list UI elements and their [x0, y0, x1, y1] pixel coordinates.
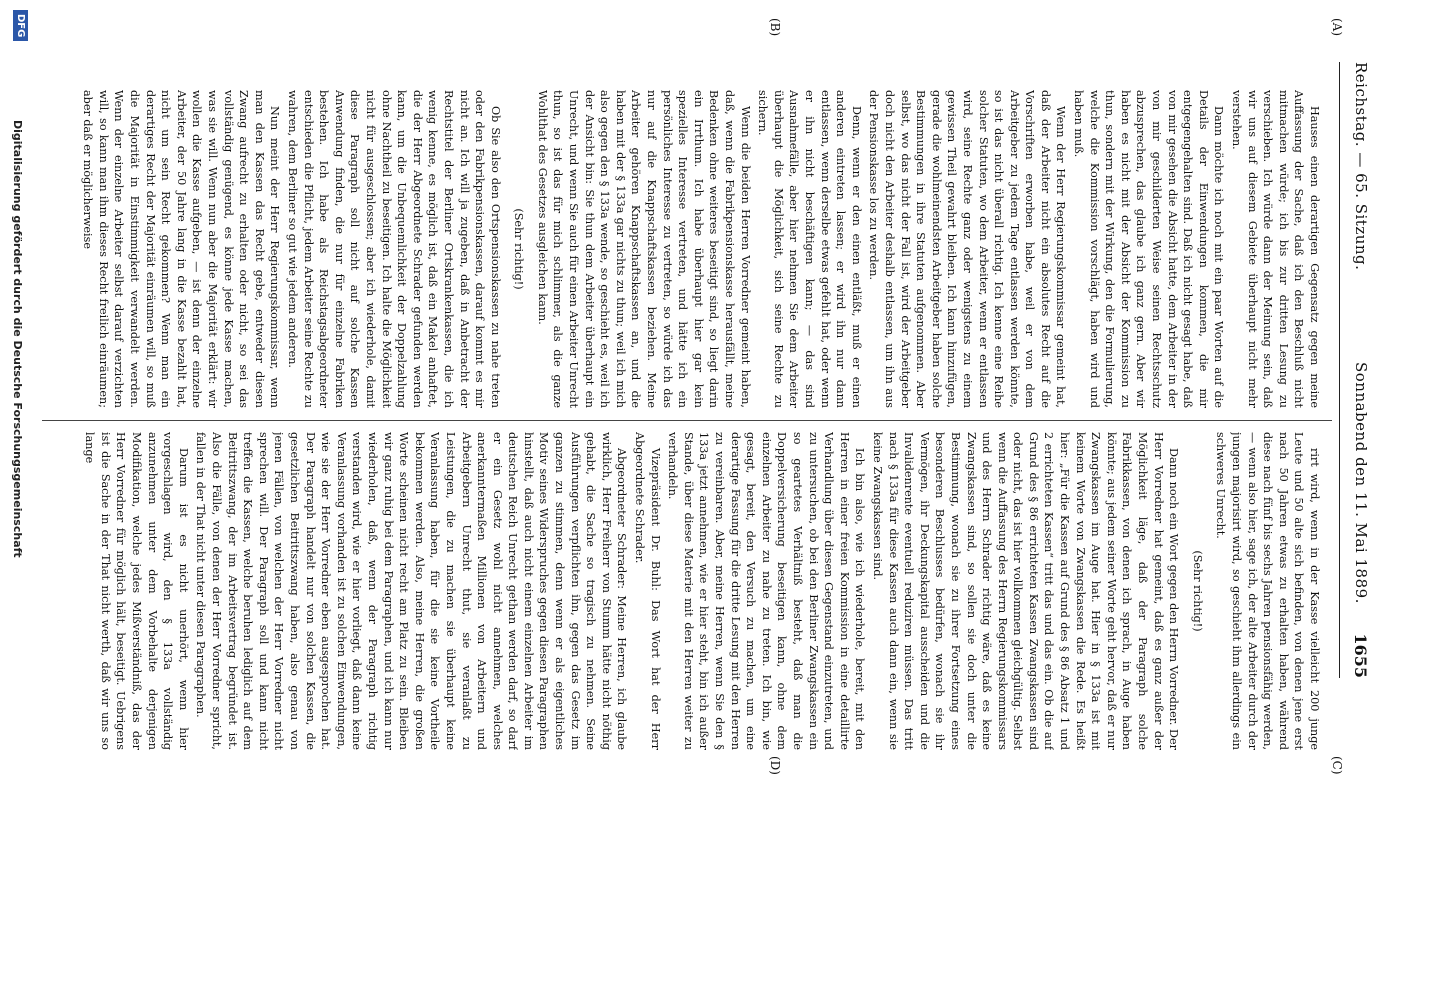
paragraph: Dann möchte ich noch mit ein paar Worten auf die Details der Einwendungen kommen, die mir entgegengehalten sind. Daß ich nicht gesagt habe, daß von mir gesehen die Absicht hatte, dem Arbeiter in der von mir geschilderten Weise seinen Rechtsschutz abzusprechen, das glaube ich ganz gern. Aber wir haben es nicht mit der Absicht der Kommission zu thun, sondern mit der Wirkung, den die Formulierung, welche die Kommission vorschlägt, haben wird und haben muß. [1072, 90, 1226, 408]
header-rule [1339, 62, 1340, 678]
paragraph: Ob Sie also den Ortspensionskassen zu nahe treten oder den Fabrikpensionskassen, darauf kommt es mir nicht an. Ich will ja zugeben, daß in Anbetracht der Rechtstitel der Berliner Ortskrankenkassen, die ich wenig kenne, es möglich ist, daß ein Makel anhaftet, die der Herr Abgeordnete Schrader gefunden werden kann, um die Unbequemlichkeit der Doppelzahlung ohne Nachtheil zu beseitigen. Ich halte die Möglichkeit nicht für ausgeschlossen; aber ich wiederhole, damit diese Paragraph soll nicht auf solche Kassen Anwendung finden, die nur für einzelne Fabriken bestehen. Ich habe als Reichstagsabgeordneter entschieden die Pflicht, jedem Arbeiter seine Rechte zu wahren, dem Berliner so gut wie jedem anderen. [286, 90, 502, 408]
paragraph: Dann noch ein Wort gegen den Herrn Vorredner. Der Herr Vorredner hat gemeint, daß es ganz außer der Möglichkeit läge, daß der Paragraph solche Fabrikkassen, von denen ich sprach, in Auge haben könnte; aus jedem seiner Worte geht hervor, daß er nur Zwangskassen im Auge hat. Hier in § 133a ist mit keinem Worte von Zwangskassen die Rede. Es heißt hier: „Für die Kassen auf Grund des § 86 Absatz 1 und 2 errichteten Kassen“ tritt das und das ein. Ob die auf Grund des § 86 errichteten Kassen Zwangskassen sind oder nicht, das ist hier vollkommen gleichgültig. Selbst wenn die Auffassung des Herrn Regierungskommissars und des Herrn Schrader richtig wäre, daß es keine Zwangskassen sind, so sollen sie doch unter die Bestimmung, wonach sie zu ihrer Fortsetzung eines besonderen Beschlusses bedürfen, wonach sie ihr Vermögen, ihr Deckungskapital ausscheiden und die Invalidenrente eventuell reduziren müssen. Das tritt nach § 133a für diese Kassen auch dann ein, wenn sie keine Zwangskassen sind. [870, 432, 1181, 750]
paragraph: rirt wird, wenn in der Kasse vielleicht 200 junge Leute und 50 alte sich befinden, von denen jene erst nach 50 Jahren etwas zu erhalten haben, während diese nach fünf bis sechs Jahren pensionsfähig werden, — wenn also hier, sage ich, der alte Arbeiter durch der jungen majorisirt wird, so geschieht ihm allerdings ein schweres Unrecht. [1214, 432, 1321, 750]
page-header [1340, 62, 1410, 678]
margin-mark-c: (C) [1330, 756, 1344, 775]
text-column-left [62, 90, 1322, 408]
header-session: Reichstag. — 65. Sitzung. [1352, 62, 1370, 271]
speaker-paragraph: Vizepräsident Dr. Buhl: Das Wort hat der Herr Abgeordnete Schrader. [633, 432, 662, 750]
paragraph: Hauses einen derartigen Gegensatz gegen meine Auffassung der Sache, daß ich den Beschluß nicht mitmachen würde; ich bis zur dritten Lesung zu verschieben. Ich würde dann der Meinung sein, daß wir uns auf diesem Gebiete überhaupt nicht mehr verstehen. [1230, 90, 1321, 408]
paragraph: Darum ist es nicht unerhört, wenn hier vorgeschlagen wird, den § 133a vollständig anzunehmen unter dem Vorbehalte derjenigen Modifikation, welche jedes Mißverständniß, das der Herr Vorredner für möglich hält, beseitigt. Uebrigens ist die Sache in der That nicht werth, daß wir uns so lange [83, 432, 190, 750]
paragraph: Wenn der Herr Regierungskommissar gemeint hat, daß der Arbeiter nicht ein absolutes Recht auf die Vorschriften erworben habe, weil er von dem Arbeitgeber zu jedem Tage entlassen werden könnte, so ist das nicht überall richtig. Ich kenne eine Reihe solcher Statuten, wo dem Arbeiter, wenn er entlassen wird, seine Rechte ganz oder wenigstens zu einem gewissen Theil gewahrt bleiben. Ich kann hinzufügen, gerade die wohlmeinendsten Arbeitgeber haben solche Bestimmungen in ihre Statuten aufgenommen. Aber selbst, wo das nicht der Fall ist, wird der Arbeitgeber doch nicht den Arbeiter deshalb entlassen, um ihn aus der Pensionskasse los zu werden. [867, 90, 1068, 408]
paragraph: Wenn die beiden Herren Vorredner gemeint haben, daß, wenn die Fabrikpensionskasse herausfällt, meine Bedenken ohne weiteres beseitigt sind, so liegt darin ein Irrthum. Ich habe überhaupt hier gar kein spezielles Interesse vertreten, und hätte ich ein persönliches Interesse zu vertreten, so würde ich das nur auf die Knappschaftskassen beziehen. Meine Arbeiter gehören Knappschaftskassen an, und die haben mit der § 133a gar nichts zu thun; weil ich mich also gegen den § 133a wende, so geschieht es, weil ich der Ansicht bin: Sie thun dem Arbeiter überhaupt ein Unrecht, und wenn Sie auch für einen Arbeiter Unrecht thun, so ist das für mich schlimmer, als die ganze Wohlthat des Gesetzes ausgleichen kann. [535, 90, 752, 408]
page-number: 1655 [1351, 633, 1370, 678]
margin-mark-b: (B) [768, 18, 782, 37]
text-column-right [62, 432, 1322, 750]
paragraph: Ich bin also, wie ich wiederhole, bereit, mit den Herren in einer freien Kommission in eine detaillirte Verhandlung über diesen Gegenstand einzutreten, und zu untersuchen, ob bei den Berliner Zwangskassen ein so geartetes Verhältniß besteht, daß man die Doppelversicherung beseitigen kann, ohne dem einzelnen Arbeiter zu nahe zu treten. Ich bin, wie gesagt, bereit, den Versuch zu machen, um eine derartige Fassung für die dritte Lesung mit den Herren zu vereinbaren. Aber, meine Herren, wenn Sie den § 133a jetzt annehmen, wie er hier steht, bin ich außer Stande, über diese Materie mit den Herren weiter zu verhandeln. [666, 432, 867, 750]
interjection: (Sehr richtig!) [1190, 550, 1204, 632]
column-divider [42, 420, 1332, 421]
margin-mark-d: (D) [768, 756, 782, 775]
speaker-paragraph: Abgeordneter Schrader: Meine Herren, ich glaube wirklich, Herr Freiherr von Stumm hätte nicht nöthig gehabt, die Sache so tragisch zu nehmen. Seine Ausführungen verpflichten ihn, gegen das Gesetz im ganzen zu stimmen, denn wenn er als eigentliches Motiv seines Widerspruches gegen diesen Paragraphen hinstellt, daß auch nicht einem einzelnen Arbeiter im deutschen Reich Unrecht gethan werden darf, so darf er ein Gesetz wohl nicht annehmen, welches anerkanntermaßen Millionen von Arbeitern und Arbeitgebern Unrecht thut, sie veranlaßt zu Leistungen, die zu machen sie überhaupt keine Veranlassung haben, für die sie keine Vortheile bekommen werden. Also, meine Herren, die großen Worte scheinen nicht recht am Platz zu sein. Bleiben wir ganz ruhig bei dem Paragraphen, und ich kann nur wiederholen, daß, wenn der Paragraph richtig verstanden wird, wie er hier vorliegt, daß dann keine Veranlassung vorhanden ist zu solchen Einwendungen, wie sie der Herr Vorredner eben ausgesprochen hat. Der Paragraph handelt nur von solchen Kassen, die gesetzlichen Beitrittszwang haben, also genau von jenen Fällen, von welchen der Herr Vorredner nicht sprechen will. Der Paragraph soll und kann nicht treffen die Kassen, welche beruhen lediglich auf dem Beitrittszwang, der im Arbeitsvertrag begründet ist. Also die Fälle, von denen der Herr Vorredner spricht, fallen in der That nicht unter diesen Paragraphen. [194, 432, 629, 750]
interjection: (Sehr richtig!) [512, 208, 526, 290]
paragraph: Nun meint der Herr Regierungskommissar, wenn man den Kassen das Recht gebe, entweder diesen Zwang aufrecht zu erhalten oder nicht, so sei das vollständig genügend, es könne jede Kasse machen, was sie will. Wenn nun aber die Majorität erklärt: wir wollen die Kasse aufgeben, — ist denn der einzelne Arbeiter, der 50 Jahre lang in die Kasse bezahlt hat, nicht um sein Recht gekommen? Wenn man ein derartiges Recht der Majorität einräumen will, so muß die Majorität in Einstimmigkeit verwandelt werden. Wenn der einzelne Arbeiter selbst darauf verzichten will, so kann man ihm dieses Recht freilich einräumen; aber daß er möglicherweise [81, 90, 282, 408]
margin-mark-a: (A) [1330, 18, 1344, 37]
header-date: Sonnabend den 11. Mai 1889. [1352, 362, 1370, 604]
paragraph: Denn, wenn er den einen entläßt, muß er einen anderen eintreten lassen; er wird ihn nur dann entlassen, wenn derselbe etwas gefehlt hat, oder wenn er ihn nicht beschäftigen kann; — das sind Ausnahmefälle, aber hier nehmen Sie dem Arbeiter überhaupt die Möglichkeit, sich seine Rechte zu sichern. [756, 90, 863, 408]
funding-footer [0, 0, 34, 1000]
dfg-logo: DFG [13, 10, 28, 41]
funding-note: Digitalisierung gefördert durch die Deutsche Forschungsgemeinschaft [11, 120, 24, 558]
